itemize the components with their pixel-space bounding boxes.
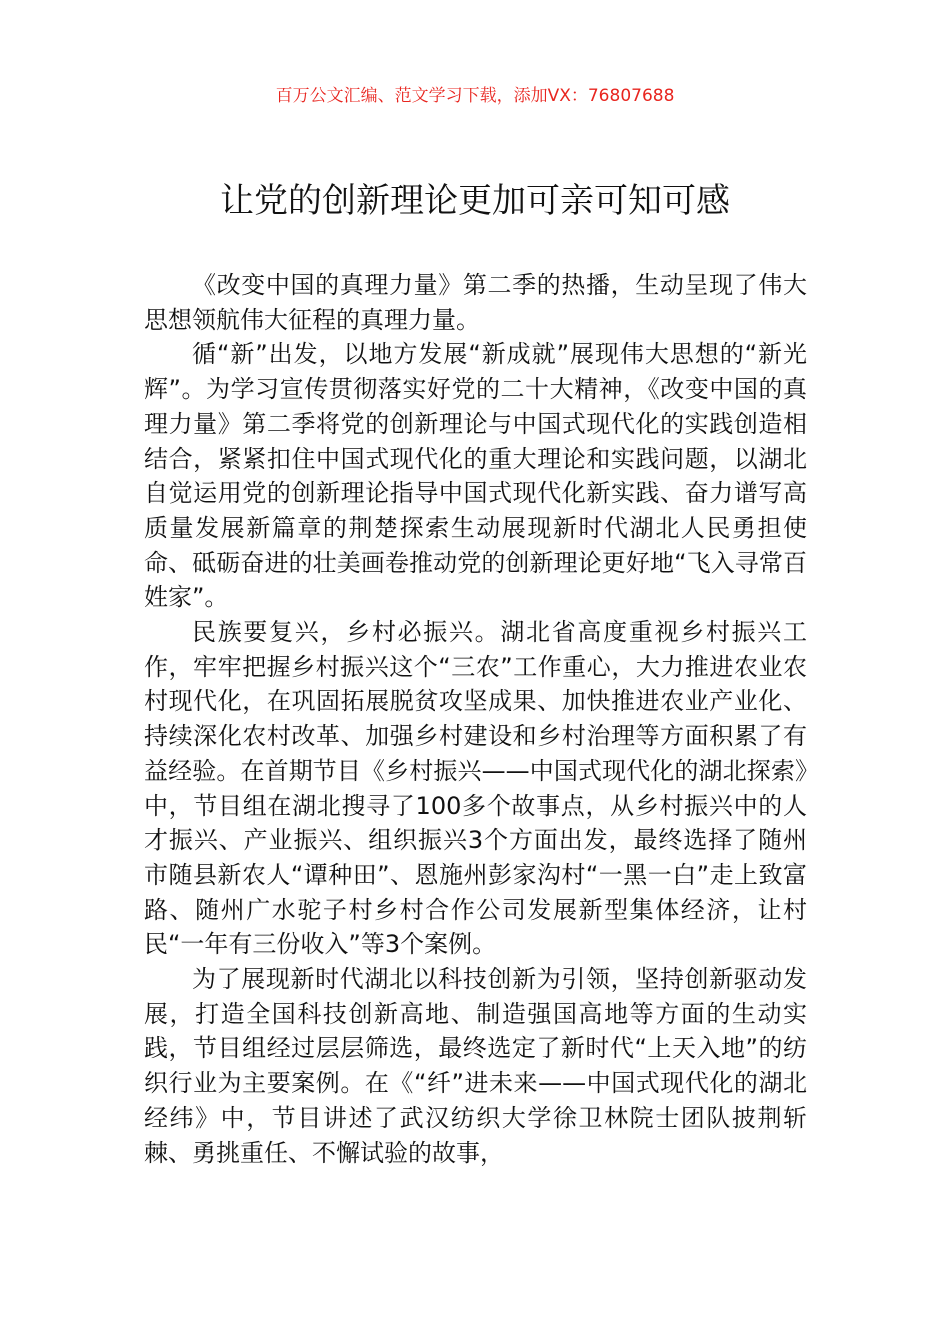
paragraph-4: 为了展现新时代湖北以科技创新为引领，坚持创新驱动发展，打造全国科技创新高地、制造强国高地等方面的生动实践，节目组经过层层筛选，最终选定了新时代“上天入地”的纺织行业为主要案例。在《“纤”进未来——中国式现代化的湖北经纬》中，节目讲述了武汉纺织大学徐卫林院士团队披荆斩棘、勇挑重任、不懈试验的故事， (144, 965, 807, 1167)
paragraph-1: 《改变中国的真理力量》第二季的热播，生动呈现了伟大思想领航伟大征程的真理力量。 (144, 271, 807, 334)
header-watermark-note: 百万公文汇编、范文学习下载，添加VX：76807688 (275, 86, 675, 106)
paragraph-3: 民族要复兴，乡村必振兴。湖北省高度重视乡村振兴工作，牢牢把握乡村振兴这个“三农”工作重心，大力推进农业农村现代化，在巩固拓展脱贫攻坚成果、加快推进农业产业化、持续深化农村改革、加强乡村建设和乡村治理等方面积累了有益经验。在首期节目《乡村振兴——中国式现代化的湖北探索》中，节目组在湖北搜寻了100多个故事点，从乡村振兴中的人才振兴、产业振兴、组织振兴3个方面出发，最终选择了随州市随县新农人“谭种田”、恩施州彭家沟村“一黑一白”走上致富路、随州广水驼子村乡村合作公司发展新型集体经济，让村民“一年有三份收入”等3个案例。 (144, 618, 807, 959)
document-title: 让党的创新理论更加可亲可知可感 (220, 181, 730, 221)
document-body (144, 268, 807, 1170)
paragraph-2: 循“新”出发，以地方发展“新成就”展现伟大思想的“新光辉”。为学习宣传贯彻落实好党的二十大精神，《改变中国的真理力量》第二季将党的创新理论与中国式现代化的实践创造相结合，紧紧扣住中国式现代化的重大理论和实践问题，以湖北自觉运用党的创新理论指导中国式现代化新实践、奋力谱写高质量发展新篇章的荆楚探索生动展现新时代湖北人民勇担使命、砥砺奋进的壮美画卷推动党的创新理论更好地“飞入寻常百姓家”。 (144, 340, 807, 612)
